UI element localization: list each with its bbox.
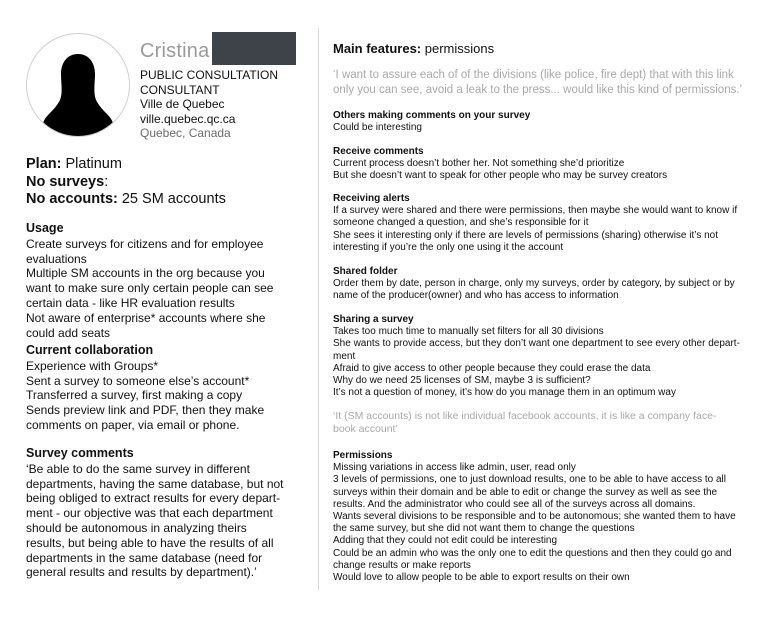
permissions-line: the same survey, but she did not want them to change the questions <box>333 523 635 535</box>
collaboration-line: comments on paper, via email or phone. <box>26 417 240 432</box>
persona-name: Cristina <box>140 40 210 62</box>
quote-facebook <box>333 410 773 436</box>
collaboration-section <box>26 343 308 433</box>
avatar <box>26 33 130 137</box>
organization: Ville de Quebec <box>140 97 225 111</box>
job-title-line2: CONSULTANT <box>140 82 220 97</box>
others-comments-section <box>333 110 773 134</box>
surveys-value: : <box>104 173 109 190</box>
section-line: Afraid to give access to other people because they could erase the data <box>333 362 651 374</box>
permissions-line: surveys within their domain and be able to edit or change the survey as well as see the <box>333 486 718 498</box>
collaboration-line: Transferred a survey, first making a copy <box>26 388 243 403</box>
usage-line: want to make sure only certain people can see <box>26 281 274 296</box>
usage-line: could add seats <box>26 325 111 340</box>
collaboration-line: Sent a survey to someone else’s account* <box>26 373 250 388</box>
survey-comment-line: being obliged to extract results for every depart- <box>26 491 281 506</box>
section-line: Order them by date, person in charge, only my surveys, order by category, by subject or by <box>333 278 735 290</box>
surveys-label: No surveys <box>26 173 105 190</box>
main-features-label: Main features: <box>333 41 422 56</box>
person-silhouette-icon <box>27 34 129 136</box>
plan-summary <box>26 156 316 209</box>
section-heading: Sharing a survey <box>333 314 414 325</box>
survey-comments-heading: Survey comments <box>26 446 134 460</box>
survey-comment-line: departments in the same database (need for <box>26 550 263 565</box>
section-line: ment <box>333 350 356 362</box>
shared-folder-section <box>333 266 773 303</box>
section-line: It’s not a question of money, it’s how do you manage them in an optimum way <box>333 387 676 399</box>
permissions-line: Missing variations in access like admin, user, read only <box>333 462 576 474</box>
section-line: someone changed a question, and she’s responsible for it <box>333 217 589 229</box>
survey-comment-line: should be autonomous in analyzing theirs <box>26 520 247 535</box>
accounts-value: 25 SM accounts <box>117 191 226 207</box>
section-line: interesting if you’re the only one using it the account <box>333 241 564 253</box>
survey-comment-line: ment - our objective was that each department <box>26 506 273 521</box>
main-features-title <box>333 41 494 56</box>
usage-section <box>26 221 308 340</box>
section-heading: Others making comments on your survey <box>333 110 531 121</box>
main-features-topic: permissions <box>421 41 495 56</box>
column-divider <box>318 28 319 590</box>
usage-line: Create surveys for citizens and for employee <box>26 236 264 251</box>
usage-line: Multiple SM accounts in the org because you <box>26 266 265 281</box>
plan-label: Plan: <box>26 156 62 172</box>
permissions-line: change results or make reports <box>333 559 471 571</box>
section-heading: Shared folder <box>333 266 398 277</box>
permissions-heading: Permissions <box>333 450 393 461</box>
section-heading: Receive comments <box>333 146 424 157</box>
quote-line: ‘I want to assure each of of the divisions (like police, fire dept) that with this link <box>333 69 734 81</box>
accounts-label: No accounts: <box>26 191 118 207</box>
location: Quebec, Canada <box>140 126 231 140</box>
section-line: Could be interesting <box>333 122 422 134</box>
job-title-line1: PUBLIC CONSULTATION <box>140 68 279 82</box>
usage-line: Not aware of enterprise* accounts where she <box>26 310 266 325</box>
website: ville.quebec.qc.ca <box>140 111 236 126</box>
survey-comment-line: departments, having the same database, but not <box>26 476 284 491</box>
receive-comments-section <box>333 146 773 183</box>
contact-block <box>140 68 310 141</box>
section-line: But she doesn’t want to speak for other people who may be survey creators <box>333 170 668 182</box>
usage-line: evaluations <box>26 251 87 266</box>
usage-heading: Usage <box>26 221 64 235</box>
section-line: Why do we need 25 licenses of SM, maybe 3 is sufficient? <box>333 375 591 387</box>
permissions-section <box>333 450 773 584</box>
survey-comment-line: general results and results by department).’ <box>26 565 257 580</box>
redacted-surname <box>212 32 296 65</box>
plan-value: Platinum <box>61 156 122 172</box>
section-line: If a survey were shared and there were permissions, then maybe she would want to know if <box>333 205 738 217</box>
section-line: She sees it interesting only if there are levels of permissions (sharing) otherwise it’s not <box>333 229 718 241</box>
section-line: Takes too much time to manually set filters for all 30 divisions <box>333 326 604 338</box>
permissions-line: results. And the administrator who could see all of the surveys across all domains. <box>333 498 696 510</box>
collaboration-line: Experience with Groups* <box>26 358 159 373</box>
quote-permissions <box>333 68 773 98</box>
permissions-line: Adding that they could not edit could be interesting <box>333 535 558 547</box>
survey-comment-line: ‘Be able to do the same survey in different <box>26 461 250 476</box>
collaboration-line: Sends preview link and PDF, then they make <box>26 403 265 418</box>
survey-comments-section <box>26 446 308 580</box>
sharing-survey-section <box>333 314 773 399</box>
quote-line: ‘It (SM accounts) is not like individual facebook accounts, it is like a company face- <box>333 410 717 422</box>
section-line: name of the producer(owner) and who has access to information <box>333 290 619 302</box>
section-line: She wants to provide access, but they don’t want one department to see every other depart- <box>333 338 740 350</box>
permissions-line: 3 levels of permissions, one to just download results, one to be able to have access to all <box>333 474 727 486</box>
collaboration-heading: Current collaboration <box>26 343 154 357</box>
quote-line: only you can see, avoid a leak to the press... would like this kind of permissions.’ <box>333 84 743 96</box>
section-line: Current process doesn’t bother her. Not something she’d prioritize <box>333 158 625 170</box>
permissions-line: Could be an admin who was the only one to edit the questions and then they could go and <box>333 547 732 559</box>
section-heading: Receiving alerts <box>333 193 410 204</box>
receiving-alerts-section <box>333 193 773 254</box>
quote-line: book account’ <box>333 423 398 435</box>
usage-line: certain data - like HR evaluation results <box>26 295 235 310</box>
permissions-line: Would love to allow people to be able to export results on their own <box>333 572 630 584</box>
permissions-line: Wants several divisions to be responsible and to be autonomous; she wanted them to have <box>333 511 736 523</box>
survey-comment-line: results, but being able to have the results of all <box>26 535 274 550</box>
